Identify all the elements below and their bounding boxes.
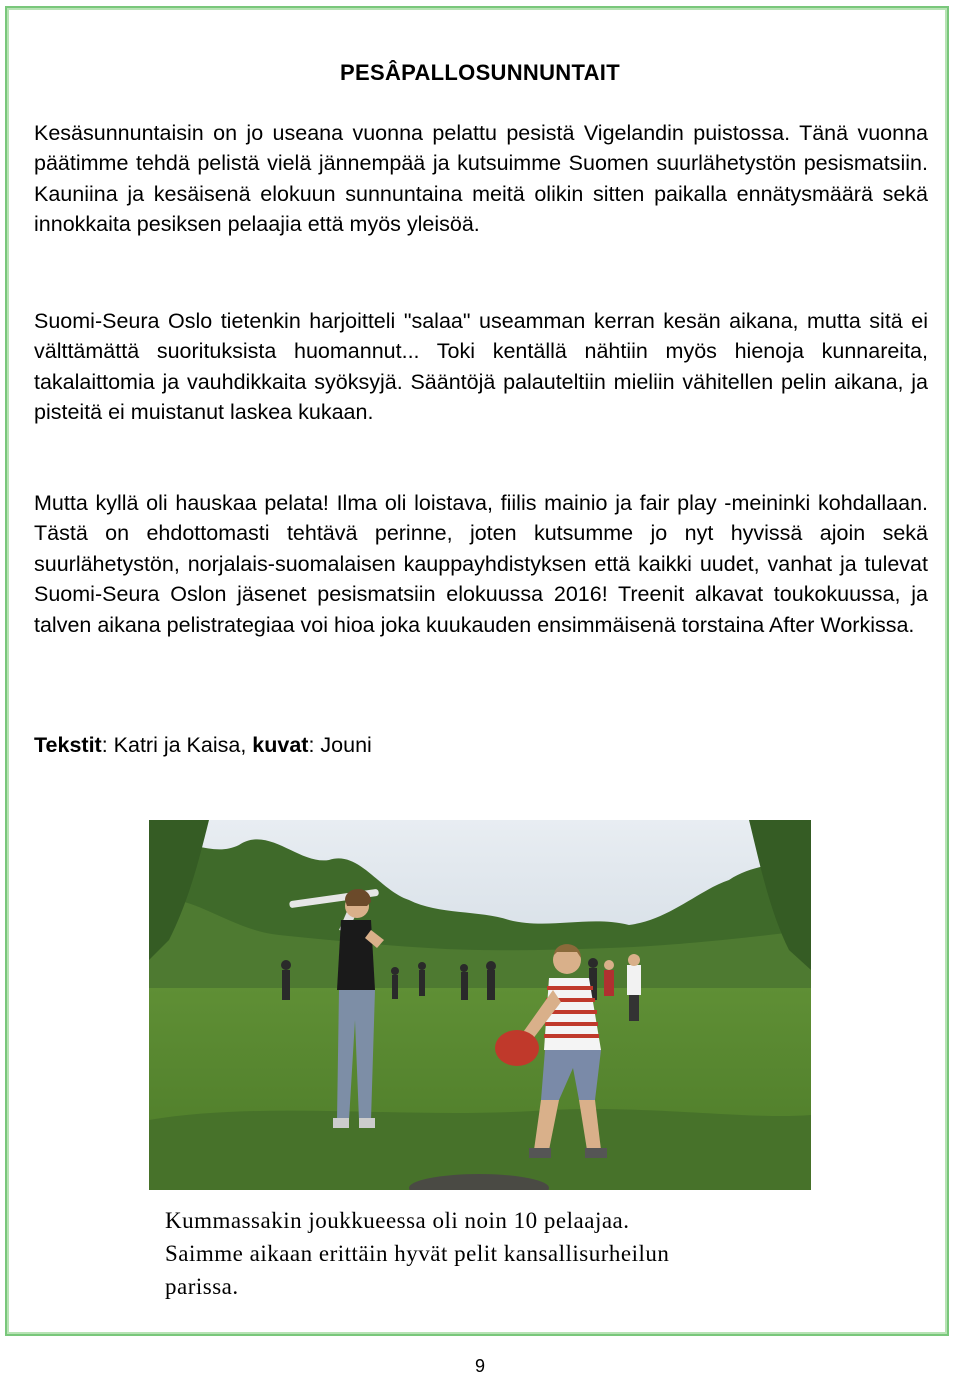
- photos-value: : Jouni: [308, 733, 372, 757]
- paragraph-1: Kesäsunnuntaisin on jo useana vuonna pelattu pesistä Vigelandin puistossa. Tänä vuonna päätimme tehdä pelistä vielä jännempää ja kutsuimme Suomen suurlähetystön pesismatsiin. Kauniina ja kesäisenä elokuun sunnuntaina meitä olikin sitten paikalla ennätysmäärä sekä innokkaita pesiksen pelaajia että myös yleisöä.: [34, 121, 928, 237]
- paragraph-2: Suomi-Seura Oslo tietenkin harjoitteli "salaa" useamman kerran kesän aikana, mutta sitä ei välttämättä suorituksista huomannut... Toki kentällä nähtiin myös hienoja kunnareita, takalaittomia ja vauhdikkaita syöksyjä. Sääntöjä palauteltiin mieliin vähitellen pelin aikana, ja pisteitä ei muistanut laskea kukaan.: [34, 309, 928, 425]
- caption-line-3: parissa.: [165, 1274, 239, 1299]
- texts-label: Tekstit: [34, 733, 102, 757]
- photo-caption: [149, 1190, 811, 1318]
- caption-line-1: Kummassakin joukkueessa oli noin 10 pelaajaa.: [165, 1208, 630, 1233]
- page-title: PESÂPALLOSUNNUNTAIT: [340, 60, 620, 85]
- park-photo: [149, 820, 811, 1190]
- photos-label: kuvat: [252, 733, 309, 757]
- caption-line-2: Saimme aikaan erittäin hyvät pelit kansallisurheilun: [165, 1241, 670, 1266]
- texts-value: : Katri ja Kaisa,: [101, 733, 253, 757]
- page-number: 9: [474, 1356, 485, 1376]
- paragraph-3: Mutta kyllä oli hauskaa pelata! Ilma oli loistava, fiilis mainio ja fair play -meininki kohdallaan. Tästä on ehdottomasti tehtävä perinne, joten kutsumme jo nyt hyvissä ajoin sekä suurlähetystön, norjalais-suomalaisen kauppayhdistyksen että kaikki uudet, vanhat ja tulevat Suomi-Seura Oslon jäsenet pesismatsiin elokuussa 2016! Treenit alkavat toukokuussa, ja talven aikana pelistrategiaa voi hioa joka kuukauden ensimmäisenä torstaina After Workissa.: [34, 491, 928, 637]
- credits-line: [34, 730, 928, 760]
